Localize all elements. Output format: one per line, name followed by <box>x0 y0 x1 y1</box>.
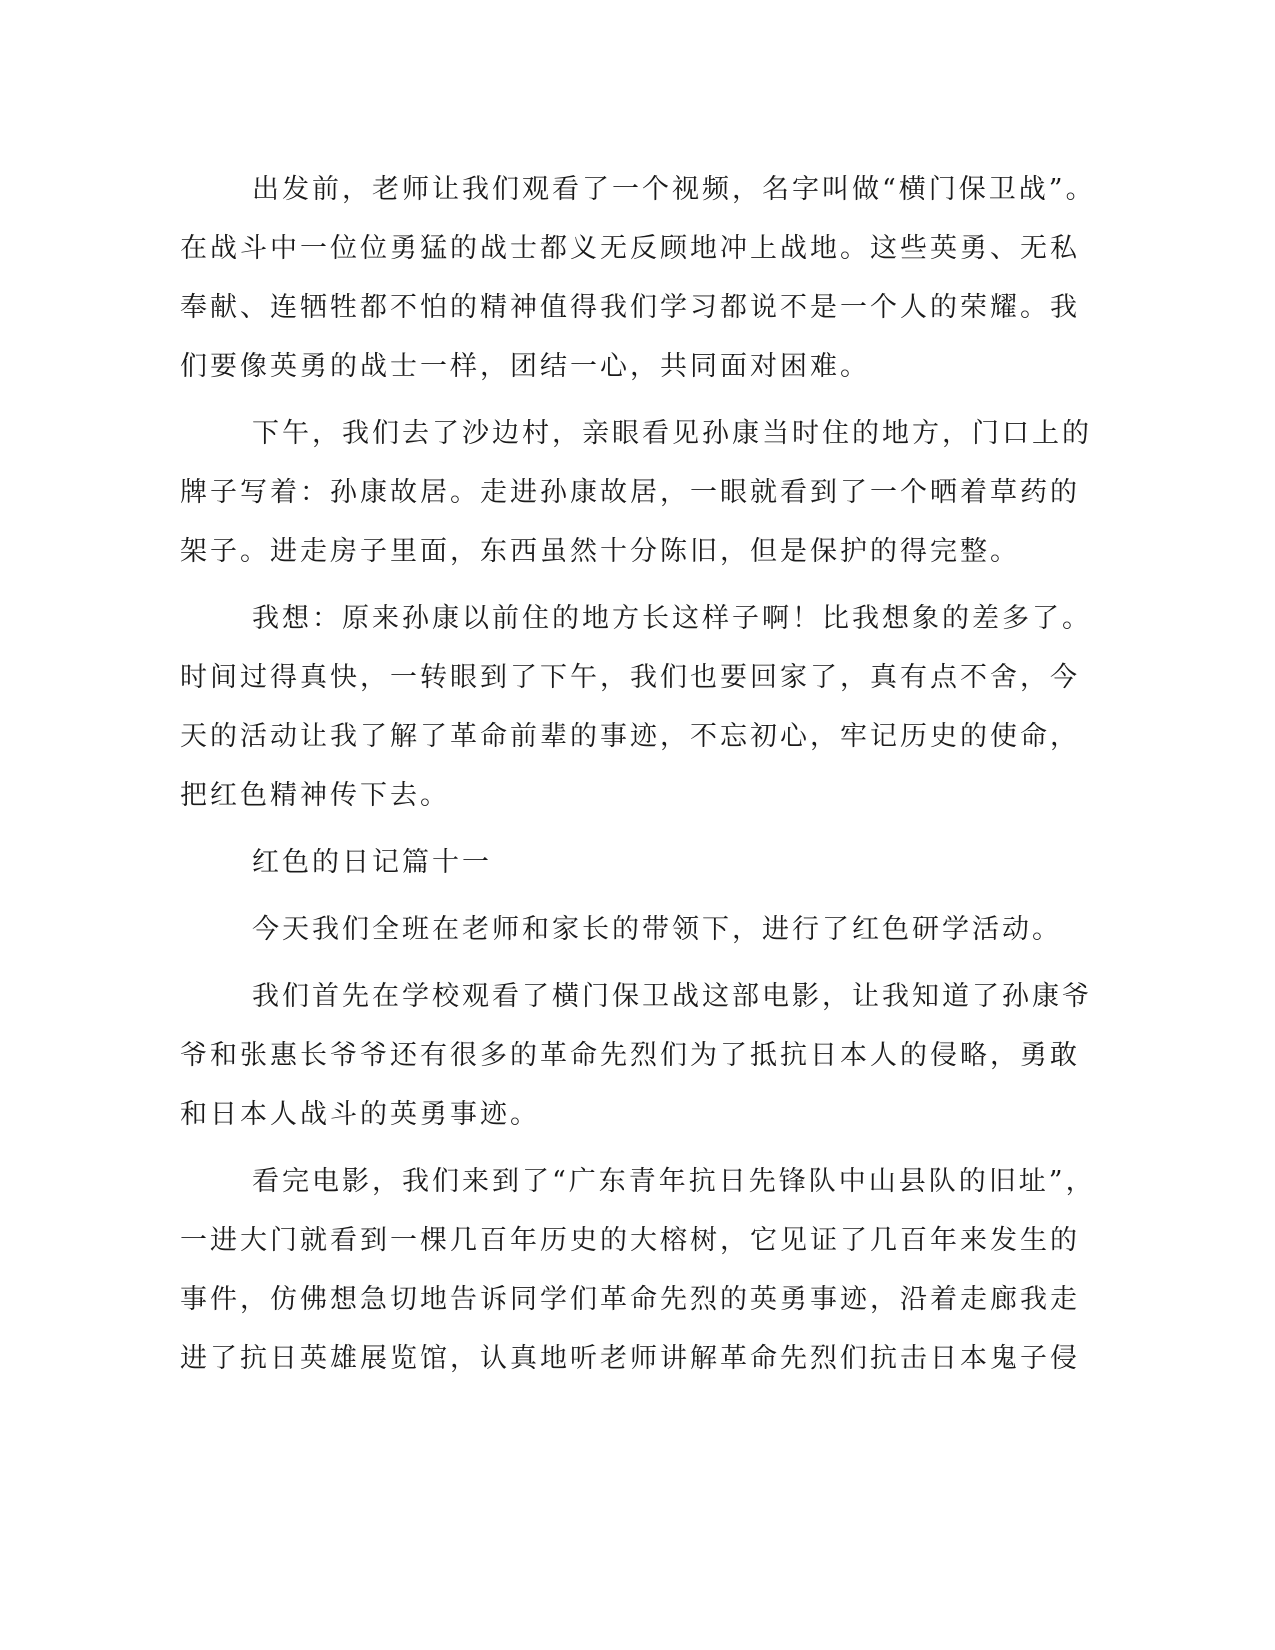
text-line: 事件，仿佛想急切地告诉同学们革命先烈的英勇事迹，沿着走廊我走 <box>180 1284 1080 1315</box>
paragraph-2 <box>180 404 1092 581</box>
paragraph-1 <box>180 160 1096 396</box>
paragraph-3 <box>180 589 1092 825</box>
paragraph-gap <box>180 1144 1030 1152</box>
paragraph-gap <box>180 959 1030 967</box>
text-line: 时间过得真快，一转眼到了下午，我们也要回家了，真有点不舍，今 <box>180 662 1080 693</box>
text-line: 今天我们全班在老师和家长的带领下，进行了红色研学活动。 <box>252 914 1062 945</box>
heading-text: 红色的日记篇十一 <box>252 847 492 878</box>
paragraph-6 <box>180 967 1092 1144</box>
text-line: 们要像英勇的战士一样，团结一心，共同面对困难。 <box>180 351 870 382</box>
text-line: 看完电影，我们来到了“广东青年抗日先锋队中山县队的旧址”， <box>252 1166 1096 1197</box>
text-line: 奉献、连牺牲都不怕的精神值得我们学习都说不是一个人的荣耀。我 <box>180 292 1080 323</box>
text-line: 爷和张惠长爷爷还有很多的革命先烈们为了抵抗日本人的侵略，勇敢 <box>180 1040 1080 1071</box>
paragraph-gap <box>180 396 1030 404</box>
paragraph-gap <box>180 825 1030 833</box>
text-line: 牌子写着：孙康故居。走进孙康故居，一眼就看到了一个晒着草药的 <box>180 477 1080 508</box>
text-line: 在战斗中一位位勇猛的战士都义无反顾地冲上战地。这些英勇、无私 <box>180 233 1080 264</box>
paragraph-gap <box>180 581 1030 589</box>
text-line: 进了抗日英雄展览馆，认真地听老师讲解革命先烈们抗击日本鬼子侵 <box>180 1343 1080 1374</box>
text-line: 把红色精神传下去。 <box>180 780 450 811</box>
text-line: 我们首先在学校观看了横门保卫战这部电影，让我知道了孙康爷 <box>252 981 1092 1012</box>
text-line: 和日本人战斗的英勇事迹。 <box>180 1099 540 1130</box>
text-line: 架子。进走房子里面，东西虽然十分陈旧，但是保护的得完整。 <box>180 536 1020 567</box>
text-line: 天的活动让我了解了革命前辈的事迹，不忘初心，牢记历史的使命， <box>180 721 1080 752</box>
paragraph-7 <box>180 1152 1096 1388</box>
text-line: 我想：原来孙康以前住的地方长这样子啊！比我想象的差多了。 <box>252 603 1092 634</box>
section-heading <box>180 833 1030 892</box>
paragraph-5 <box>180 900 1062 959</box>
text-line: 出发前，老师让我们观看了一个视频，名字叫做“横门保卫战”。 <box>252 174 1096 205</box>
paragraph-gap <box>180 892 1030 900</box>
text-line: 下午，我们去了沙边村，亲眼看见孙康当时住的地方，门口上的 <box>252 418 1092 449</box>
document-page <box>180 160 1096 1388</box>
text-line: 一进大门就看到一棵几百年历史的大榕树，它见证了几百年来发生的 <box>180 1225 1080 1256</box>
